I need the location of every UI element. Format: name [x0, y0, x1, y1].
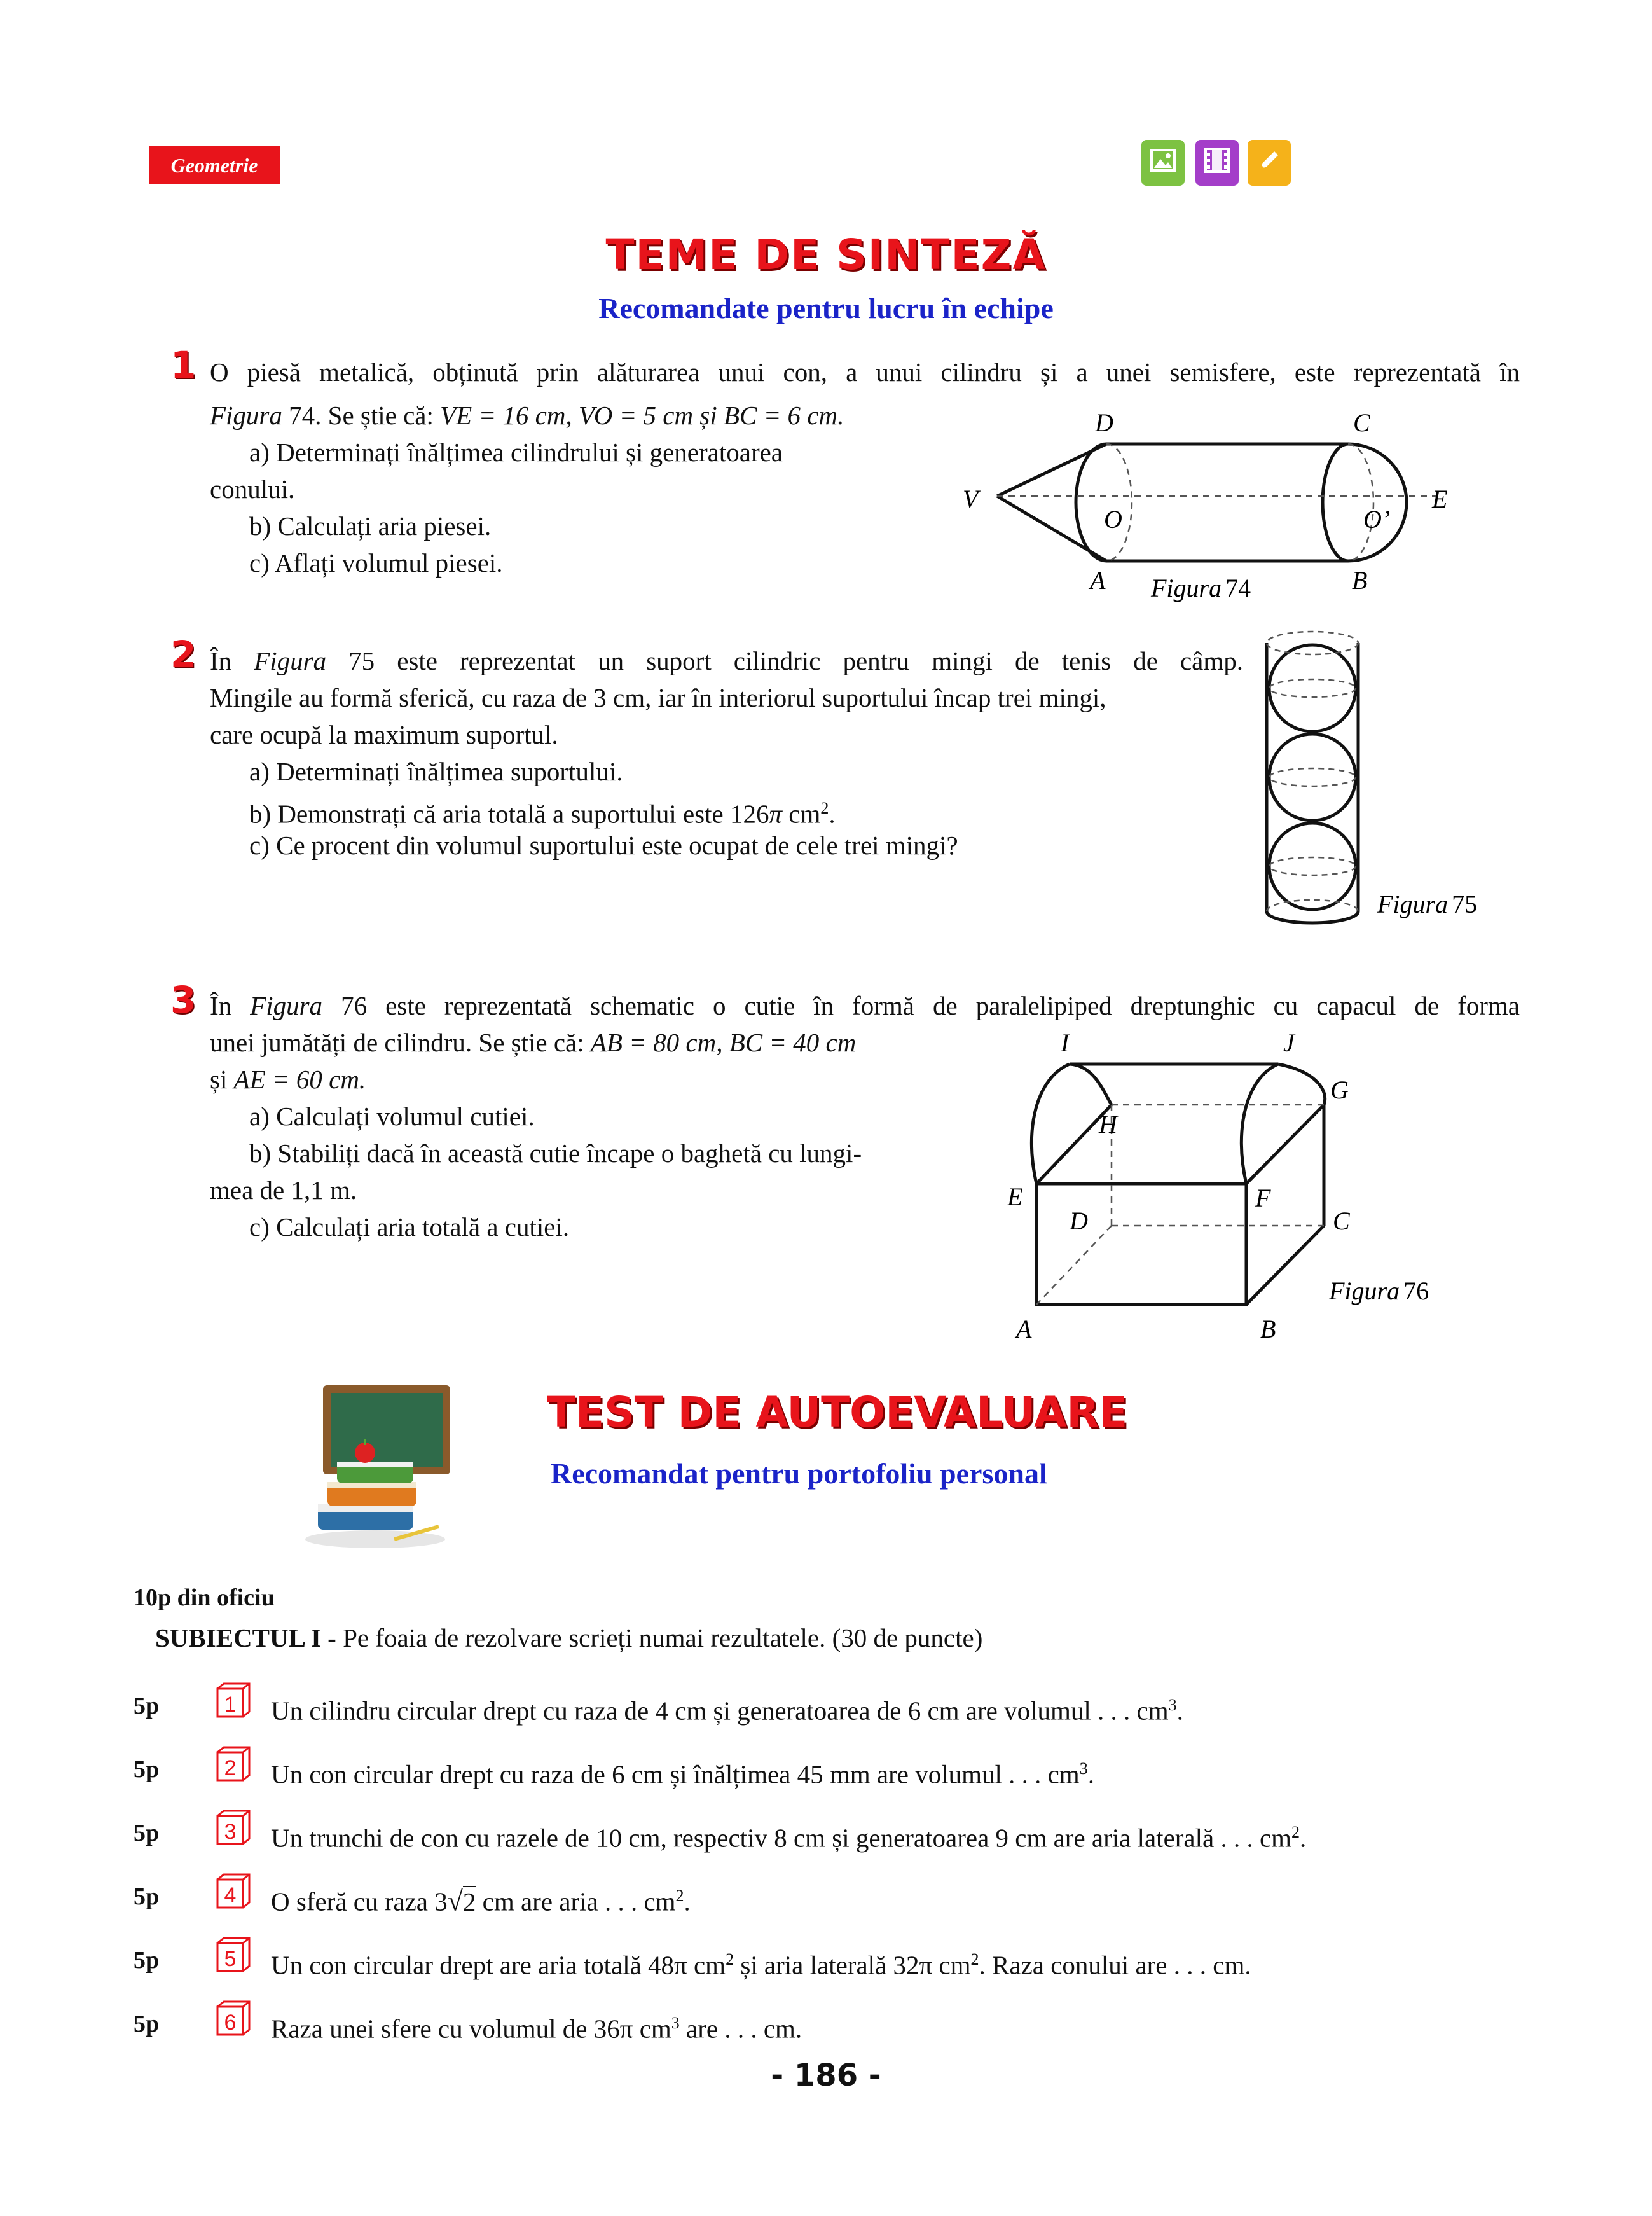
section-subtitle-test: Recomandat pentru portofoliu personal [551, 1457, 1047, 1490]
fig74-caption: Figura 74 [1151, 574, 1251, 602]
problem-number-1: 1 [170, 343, 196, 387]
fig76-label-E: E [1007, 1182, 1023, 1211]
fig76-label-B: B [1260, 1315, 1276, 1343]
p3-b: b) Stabiliți dacă în această cutie încape o baghetă cu lungi- [249, 1139, 862, 1168]
image-icon[interactable] [1141, 140, 1185, 186]
p2-b: b) Demonstrați că aria totală a suportului este 126π $cm^2$. [249, 799, 836, 829]
fig74-label-D: D [1095, 408, 1113, 437]
fig74-label-A: A [1090, 566, 1106, 595]
books-chalkboard-illustration [299, 1380, 458, 1552]
p3-line2: unei jumătăți de cilindru. Se știe că: AB = 80 cm, BC = 40 cm [210, 1028, 857, 1057]
figure-75 [1253, 620, 1520, 938]
p2-line2: Mingile au formă sferică, cu raza de 3 cm, iar în interiorul suportului încap trei mingi, [210, 683, 1106, 712]
svg-text:2: 2 [224, 1756, 237, 1780]
fig74-label-E: E [1432, 485, 1448, 513]
section-subtitle-teme: Recomandate pentru lucru în echipe [598, 292, 1054, 324]
fig76-label-J: J [1283, 1028, 1295, 1057]
fig76-label-A: A [1016, 1315, 1032, 1343]
svg-text:1: 1 [224, 1693, 237, 1717]
fig76-label-I: I [1061, 1028, 1070, 1057]
item-2-points: 5p [134, 1756, 160, 1783]
svg-text:4: 4 [224, 1883, 237, 1908]
figure-76 [998, 1027, 1469, 1358]
item-1-number-box [215, 1682, 251, 1719]
item-4-text: O sferă cu raza 3√2 cm are aria . . . $cm^2$. [271, 1885, 691, 1917]
fig76-label-H: H [1099, 1110, 1117, 1139]
problem-number-3: 3 [170, 978, 196, 1021]
subiect-header: SUBIECTUL I - Pe foaia de rezolvare scrieți numai rezultatele. (30 de puncte) [155, 1623, 983, 1652]
p3-b2: mea de 1,1 m. [210, 1175, 357, 1205]
figure-74 [954, 401, 1501, 617]
pencil-icon[interactable] [1248, 140, 1291, 186]
item-6-points: 5p [134, 2011, 160, 2037]
fig76-caption: Figura 76 [1329, 1277, 1429, 1305]
fig76-label-G: G [1330, 1076, 1349, 1104]
p1-a2: conului. [210, 474, 295, 504]
p1-a: a) Determinați înălțimea cilindrului și generatoarea [249, 438, 783, 467]
p1-line2: Figura 74. Se știe că: VE = 16 cm, VO = 5 cm și BC = 6 cm. [210, 401, 844, 430]
problem-number-2: 2 [170, 633, 196, 676]
p2-line3: care ocupă la maximum suportul. [210, 720, 558, 749]
fig76-label-F: F [1255, 1184, 1271, 1212]
fig74-label-C: C [1353, 408, 1370, 437]
item-2-number-box [215, 1746, 251, 1783]
fig74-label-O: O [1104, 505, 1122, 534]
subject-tag: Geometrie [149, 146, 280, 184]
item-5-points: 5p [134, 1947, 160, 1974]
item-6-number-box [215, 2000, 251, 2037]
item-3-points: 5p [134, 1820, 160, 1846]
film-icon[interactable] [1195, 140, 1239, 186]
section-title-teme: TEME DE SINTEZĂ [605, 230, 1047, 279]
section-title-test: TEST DE AUTOEVALUARE [547, 1388, 1128, 1437]
p1-c: c) Aflați volumul piesei. [249, 548, 503, 578]
fig74-label-O-prime: O’ [1363, 505, 1391, 534]
fig74-label-V: V [963, 485, 979, 513]
item-5-text: Un con circular drept are aria totală 48π $cm^2$ și aria laterală 32π $cm^2$. Raza conului are . . . cm. [271, 1950, 1251, 1980]
p1-b: b) Calculați aria piesei. [249, 511, 492, 541]
fig76-label-D: D [1070, 1207, 1088, 1235]
item-3-number-box [215, 1810, 251, 1846]
item-3-text: Un trunchi de con cu razele de 10 cm, respectiv 8 cm și generatoarea 9 cm are aria laterală . . . $cm^2$. [271, 1823, 1307, 1853]
fig75-caption: Figura 75 [1377, 890, 1478, 918]
item-5-number-box [215, 1937, 251, 1974]
sqrt-radicand: 2 [462, 1887, 476, 1916]
oficiu-label: 10p din oficiu [134, 1584, 275, 1611]
item-1-points: 5p [134, 1693, 160, 1719]
item-4-number-box [215, 1873, 251, 1910]
p1-line1: O piesă metalică, obținută prin alăturarea unui con, a unui cilindru și a unei semisfere, este reprezentată în [210, 357, 1520, 387]
item-1-text: Un cilindru circular drept cu raza de 4 cm și generatoarea de 6 cm are volumul . . . $cm^3$. [271, 1696, 1183, 1726]
fig74-label-B: B [1352, 566, 1368, 595]
page-number: - 186 - [771, 2058, 881, 2093]
fig76-label-C: C [1333, 1207, 1350, 1235]
item-6-text: Raza unei sfere cu volumul de 36π $cm^3$ are . . . cm. [271, 2014, 802, 2044]
p2-line1: În Figura 75 este reprezentat un suport cilindric pentru mingi de tenis de câmp. [210, 646, 1244, 675]
item-4-points: 5p [134, 1883, 160, 1910]
svg-text:6: 6 [224, 2011, 237, 2035]
p3-a: a) Calculați volumul cutiei. [249, 1102, 535, 1131]
p3-line3: și AE = 60 cm. [210, 1065, 366, 1094]
item-2-text: Un con circular drept cu raza de 6 cm și înălțimea 45 mm are volumul . . . $cm^3$. [271, 1759, 1094, 1789]
p3-line1: În Figura 76 este reprezentată schematic o cutie în formă de paralelipiped dreptunghic cu capacul de forma [210, 991, 1520, 1020]
p2-c: c) Ce procent din volumul suportului este ocupat de cele trei mingi? [249, 831, 958, 860]
p3-c: c) Calculați aria totală a cutiei. [249, 1212, 570, 1242]
svg-text:5: 5 [224, 1947, 237, 1971]
p2-a: a) Determinați înălțimea suportului. [249, 757, 623, 786]
svg-text:3: 3 [224, 1820, 237, 1844]
